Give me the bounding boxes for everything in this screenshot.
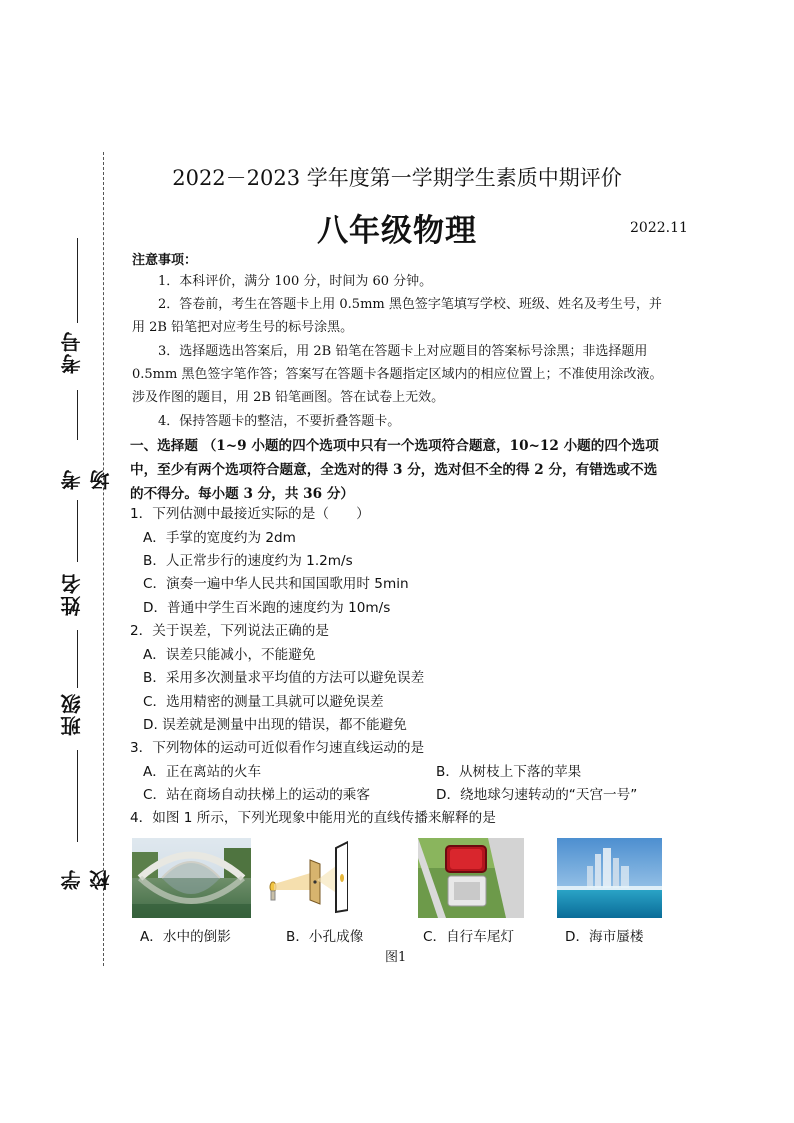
name-field[interactable]	[55, 500, 85, 620]
school-underline	[77, 750, 78, 842]
question-2-option-a[interactable]: A．误差只能减小，不能避免	[143, 647, 316, 663]
question-3-option-c[interactable]: C．站在商场自动扶梯上的运动的乘客	[143, 787, 370, 803]
exam-room-field[interactable]	[55, 390, 113, 490]
question-3-option-a[interactable]: A．正在离站的火车	[143, 764, 262, 780]
notice-item-2: 2．答卷前，考生在答题卡上用 0.5mm 黑色签字笔填写学校、班级、姓名及考生号，并用 2B 铅笔把对应考生号的标号涂黑。	[132, 297, 662, 335]
exam-date: 2022.11	[630, 220, 688, 236]
figure-caption-c[interactable]: C．自行车尾灯	[423, 929, 515, 945]
notice-item-4: 4．保持答题卡的整洁，不要折叠答题卡。	[158, 414, 401, 429]
question-2-option-d[interactable]: D. 误差就是测量中出现的错误，都不能避免	[143, 717, 407, 733]
question-1-option-c[interactable]: C．演奏一遍中华人民共和国国歌用时 5min	[143, 576, 409, 592]
question-4-stem: 4．如图 1 所示，下列光现象中能用光的直线传播来解释的是	[130, 810, 496, 826]
name-underline	[77, 500, 78, 562]
school-field[interactable]	[55, 750, 113, 890]
question-1-option-b[interactable]: B．人正常步行的速度约为 1.2m/s	[143, 553, 353, 569]
notice-item-1: 1．本科评价，满分 100 分，时间为 60 分钟。	[158, 274, 433, 289]
section-1-instructions: 一、选择题 （1~9 小题的四个选项中只有一个选项符合题意，10~12 小题的四个选项中，至少有两个选项符合题意，全选对的得 3 分，选对但不全的得 2 分，有错选或不选的不得分。每小题 3 分，共 36 分）	[130, 438, 659, 502]
figure-caption-d[interactable]: D．海市蜃楼	[565, 929, 644, 945]
notice-item-3: 3．选择题选出答案后，用 2B 铅笔在答题卡上对应题目的答案标号涂黑；非选择题用 0.5mm 黑色签字笔作答；答案写在答题卡各题指定区域内的相应位置上；不准使用涂改液。涉及作图的题目，用 2B 铅笔画图。答在试卷上无效。	[132, 344, 663, 405]
notice-heading: 注意事项：	[132, 253, 198, 268]
name-label: 姓名	[60, 572, 84, 616]
question-1-option-a[interactable]: A．手掌的宽度约为 2dm	[143, 530, 296, 546]
exam-title: 2022－2023 学年度第一学期学生素质中期评价	[172, 166, 622, 190]
question-3-option-b[interactable]: B．从树枝上下落的苹果	[436, 764, 582, 780]
binding-dashed-line	[103, 152, 104, 966]
question-3-stem: 3．下列物体的运动可近似看作匀速直线运动的是	[130, 740, 425, 756]
subject-title: 八年级物理	[317, 213, 477, 249]
figure-caption-a[interactable]: A．水中的倒影	[140, 929, 231, 945]
exam-number-label: 考号	[60, 330, 84, 374]
question-2-stem: 2．关于误差，下列说法正确的是	[130, 623, 329, 639]
exam-room-label: 考场	[60, 468, 113, 490]
class-underline	[77, 630, 78, 688]
question-1-stem: 1．下列估测中最接近实际的是（ ）	[130, 506, 370, 522]
bicycle-tail-light-image	[418, 838, 524, 918]
class-field[interactable]	[55, 630, 85, 740]
pinhole-camera-diagram	[262, 838, 348, 918]
exam-number-underline	[77, 238, 78, 323]
question-1-option-d[interactable]: D．普通中学生百米跑的速度约为 10m/s	[143, 600, 391, 616]
exam-room-underline	[77, 390, 78, 440]
question-3-option-d[interactable]: D．绕地球匀速转动的“天宫一号”	[436, 787, 638, 803]
question-2-option-c[interactable]: C．选用精密的测量工具就可以避免误差	[143, 694, 384, 710]
exam-number-field[interactable]	[55, 238, 85, 378]
question-2-option-b[interactable]: B．采用多次测量求平均值的方法可以避免误差	[143, 670, 425, 686]
mirage-image	[557, 838, 662, 918]
class-label: 班级	[60, 692, 84, 736]
bridge-reflection-image	[132, 838, 251, 918]
figure-caption-b[interactable]: B．小孔成像	[286, 929, 364, 945]
figure-label: 图1	[385, 950, 407, 965]
school-label: 学校	[60, 868, 113, 890]
